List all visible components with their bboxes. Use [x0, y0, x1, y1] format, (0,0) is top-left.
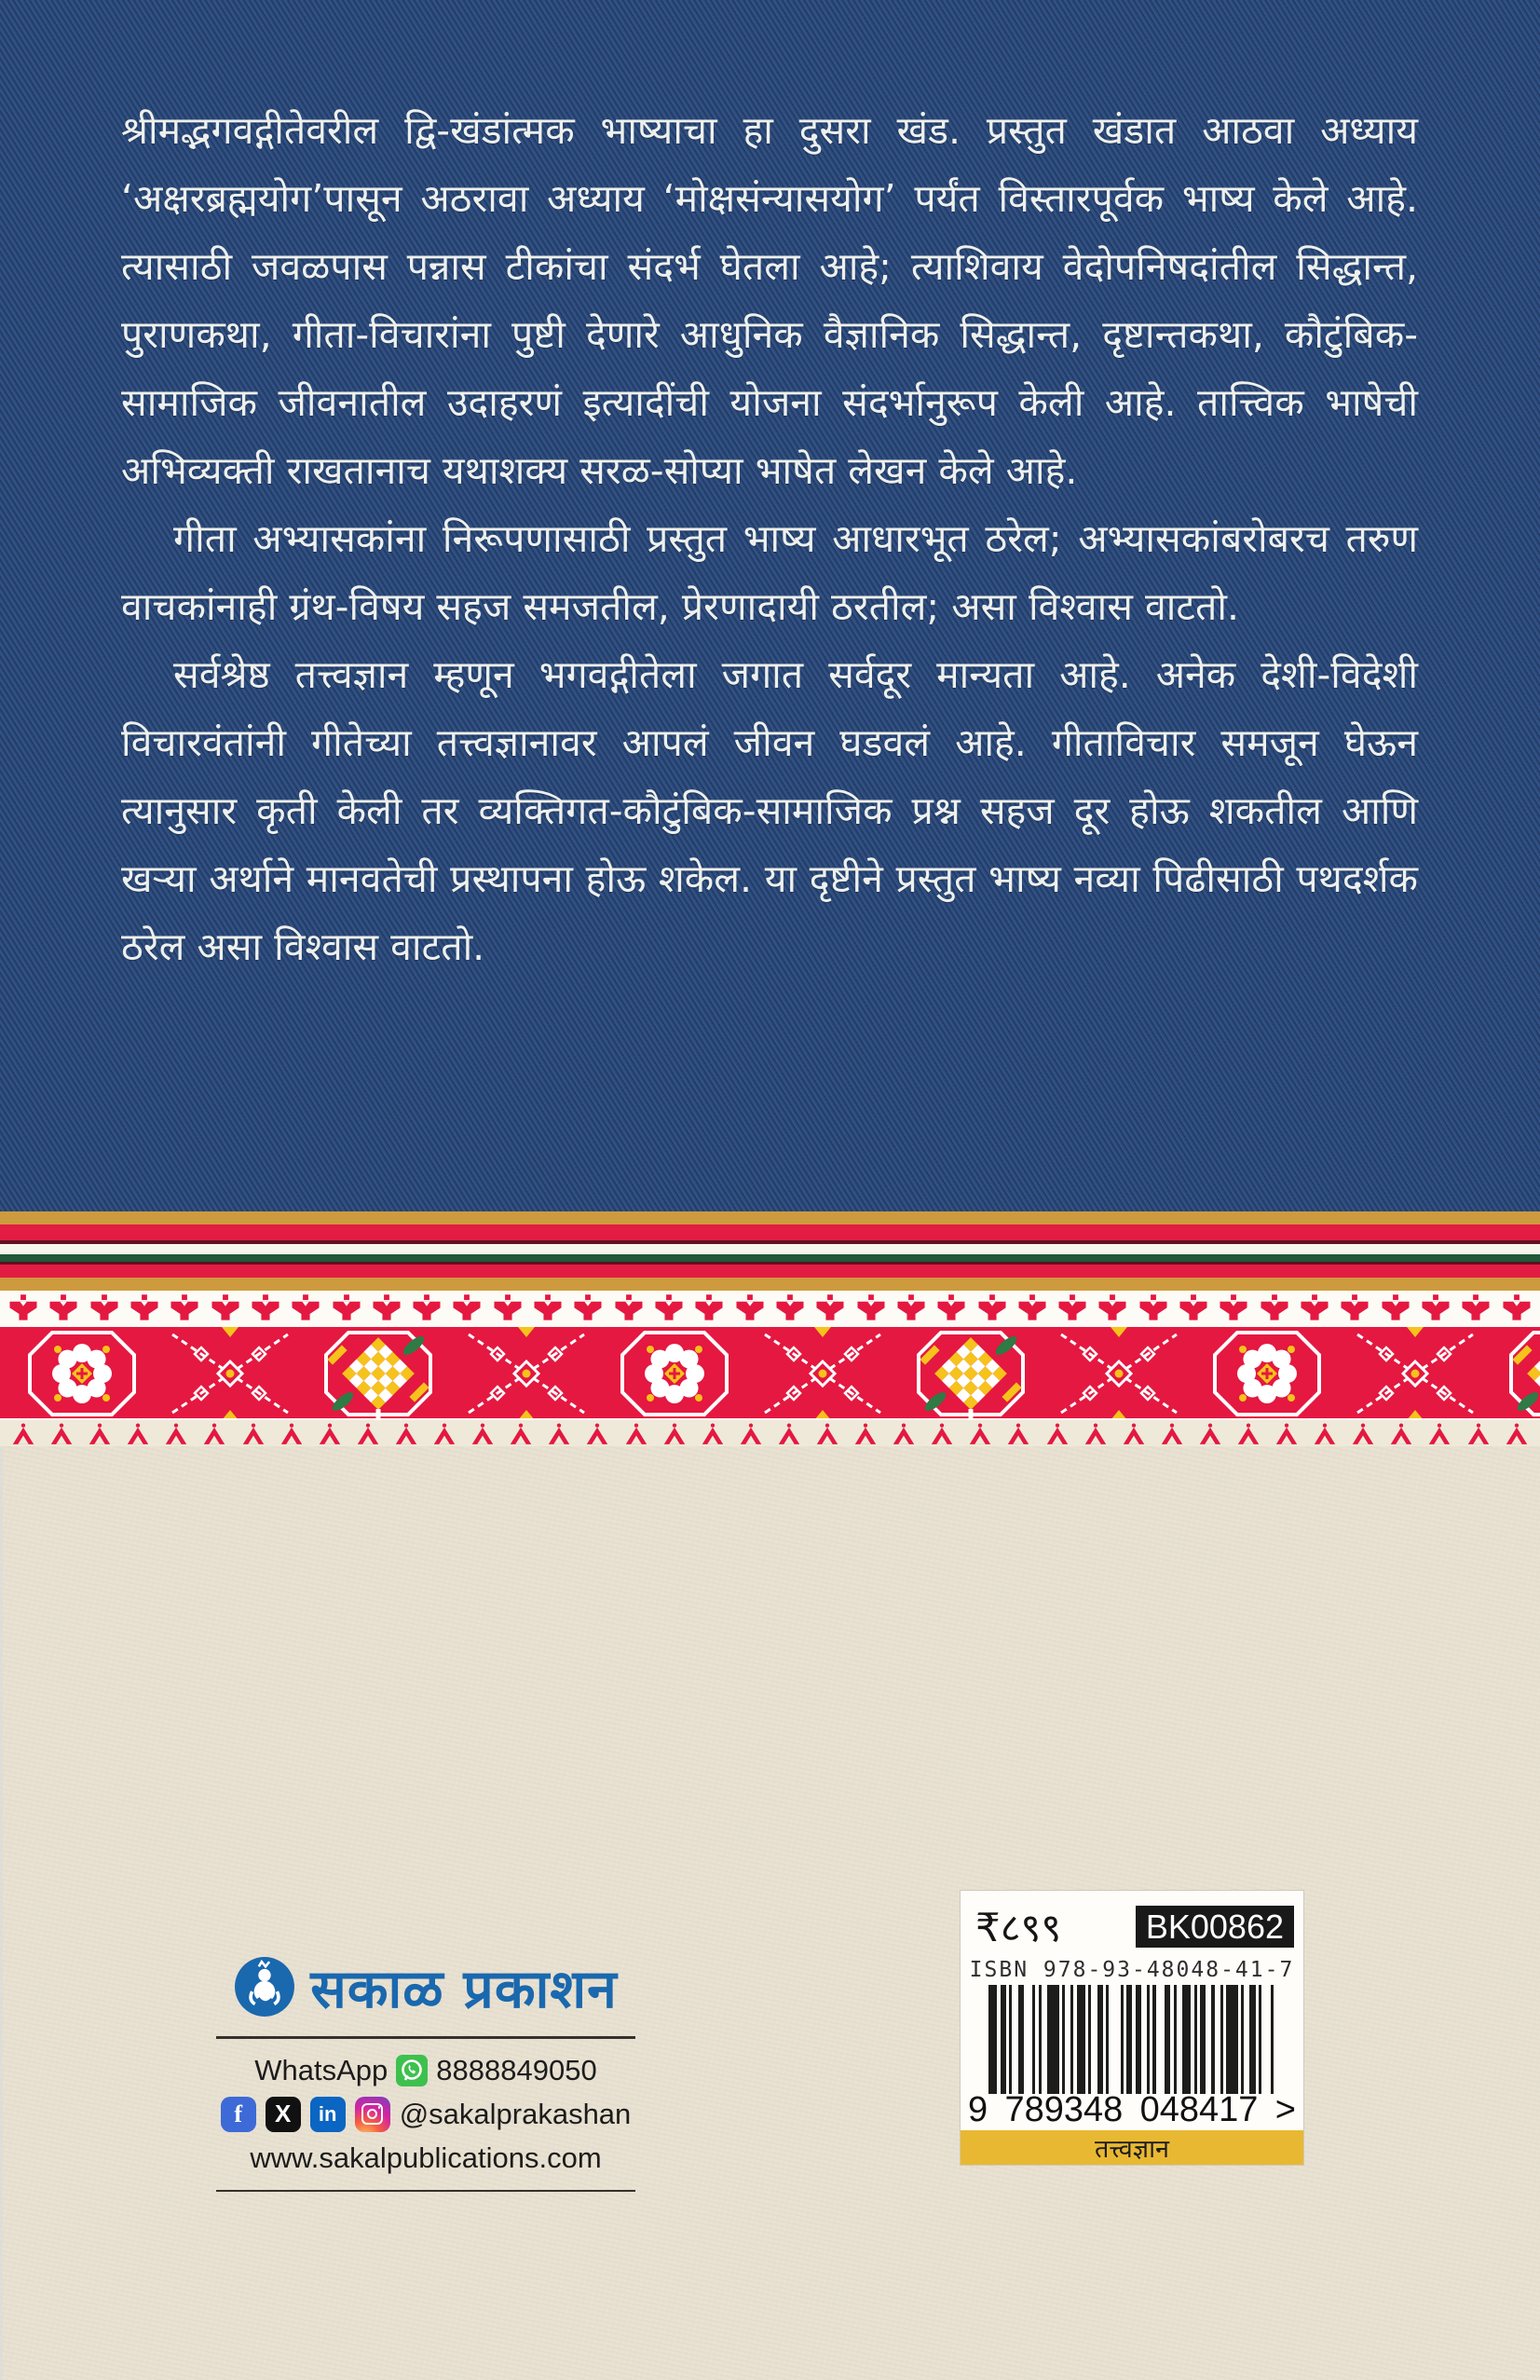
tulip-icon — [572, 1293, 604, 1326]
triangle-icon — [1158, 1422, 1186, 1446]
blurb-paragraph-3: सर्वश्रेष्ठ तत्त्वज्ञान म्हणून भगवद्गीतेला जगात सर्वदूर मान्यता आहे. अनेक देशी-विदेशी विचारवंतांनी गीतेच्या तत्त्वज्ञानावर आपलं जीवन घडवलं आहे. गीताविचार समजून घेऊन त्यानुसार कृती केली तर व्यक्तिगत-कौटुंबिक-सामाजिक प्रश्न सहज दूर होऊ शकतील आणि खऱ्या अर्थाने मानवतेची प्रस्थापना होऊ शकेल. या दृष्टीने प्रस्तुत भाष्य नव्या पिढीसाठी पथदर्शक ठरेल असा विश्वास वाटतो. — [121, 652, 1418, 969]
triangle-icon — [928, 1422, 956, 1446]
tulip-icon — [1259, 1293, 1290, 1326]
tulip-icon — [814, 1293, 846, 1326]
pattern-ribbon — [0, 1327, 1540, 1420]
triangle-icon — [813, 1422, 841, 1446]
tulip-icon — [411, 1293, 443, 1326]
triangle-icon — [392, 1422, 420, 1446]
triangle-icon — [239, 1422, 267, 1446]
barcode-gap — [1156, 1985, 1165, 2094]
triangle-icon — [1234, 1422, 1262, 1446]
triangle-icon — [200, 1422, 228, 1446]
instagram-icon — [355, 2097, 390, 2132]
triangle-icon — [1196, 1422, 1224, 1446]
tulip-icon — [1339, 1293, 1370, 1326]
stripe-crimson — [0, 1224, 1540, 1240]
stock-code-badge: BK00862 — [1136, 1906, 1294, 1948]
triangle-icon — [1349, 1422, 1377, 1446]
isbn-text: ISBN 978-93-48048-41-7 — [969, 1958, 1295, 1982]
genre-tag: तत्त्वज्ञान — [961, 2130, 1303, 2165]
triangle-icon — [622, 1422, 650, 1446]
social-row — [216, 2097, 635, 2132]
tulip-icon — [290, 1293, 321, 1326]
triangle-icon — [737, 1422, 765, 1446]
facebook-icon — [221, 2097, 256, 2132]
barcode-gap — [1109, 1985, 1121, 2094]
triangle-icon — [48, 1422, 75, 1446]
stripe-green — [0, 1254, 1540, 1262]
tulip-icon — [1016, 1293, 1048, 1326]
barcode-digits — [961, 2090, 1303, 2130]
triangle-icon — [699, 1422, 727, 1446]
triangle-icon — [1273, 1422, 1301, 1446]
tulip-icon — [613, 1293, 645, 1326]
barcode-gap — [1261, 1985, 1270, 2094]
triangle-icon — [1425, 1422, 1453, 1446]
barcode-bar — [988, 1985, 997, 2094]
tulip-icon — [1056, 1293, 1088, 1326]
triangle-icon — [124, 1422, 152, 1446]
barcode-digit-lead: 9 — [968, 2089, 988, 2129]
triangle-icon — [1503, 1422, 1531, 1446]
x-icon — [266, 2097, 301, 2132]
tulip-icon — [250, 1293, 281, 1326]
triangle-icon — [1043, 1422, 1071, 1446]
tulip-icon — [169, 1293, 200, 1326]
tulip-icon — [1460, 1293, 1492, 1326]
tulip-icon — [1097, 1293, 1128, 1326]
tulip-icon — [734, 1293, 766, 1326]
tulip-icon — [331, 1293, 362, 1326]
price: ₹८९९ — [975, 1905, 1062, 1950]
tulip-icon — [210, 1293, 241, 1326]
barcode-top-row — [961, 1891, 1303, 1953]
tulip-icon — [492, 1293, 524, 1326]
barcode-label — [960, 1890, 1304, 2166]
tulip-icon — [653, 1293, 685, 1326]
tulip-icon — [976, 1293, 1008, 1326]
triangle-icon — [1311, 1422, 1339, 1446]
triangle-icon — [966, 1422, 994, 1446]
tulip-icon — [1178, 1293, 1209, 1326]
tulip-icon — [1380, 1293, 1411, 1326]
blurb-paragraph-2: गीता अभ्यासकांना निरूपणासाठी प्रस्तुत भाष्य आधारभूत ठरेल; अभ्यासकांबरोबरच तरुण वाचकांनाही ग्रंथ-विषय सहज समजतील, प्रेरणादायी ठरतील; असा विश्वास वाटतो. — [121, 516, 1418, 629]
tulip-icon — [774, 1293, 806, 1326]
website-url: www.sakalpublications.com — [250, 2141, 602, 2174]
triangle-icon — [545, 1422, 573, 1446]
linkedin-glyph: in — [318, 2101, 337, 2126]
triangle-icon — [775, 1422, 803, 1446]
tulip-icon — [1420, 1293, 1451, 1326]
triangle-icon — [890, 1422, 918, 1446]
triangle-icon — [354, 1422, 382, 1446]
barcode-bar — [1047, 1985, 1059, 2094]
triangle-icon — [430, 1422, 458, 1446]
tulip-icon — [1138, 1293, 1169, 1326]
triangle-icon — [661, 1422, 688, 1446]
x-glyph: X — [275, 2100, 292, 2127]
stripe-gold — [0, 1278, 1540, 1291]
tulip-icon — [451, 1293, 483, 1326]
barcode-bars-icon — [988, 1985, 1279, 2094]
tulip-icon — [1299, 1293, 1330, 1326]
tulip-icon — [129, 1293, 160, 1326]
triangle-icon — [852, 1422, 879, 1446]
triangle-icon — [507, 1422, 535, 1446]
tulip-icon — [895, 1293, 927, 1326]
barcode-gap — [1024, 1985, 1032, 2094]
triangle-icon — [1387, 1422, 1415, 1446]
triangle-icon — [316, 1422, 344, 1446]
triangle-icon — [1465, 1422, 1492, 1446]
divider — [216, 2036, 635, 2039]
divider — [216, 2190, 635, 2193]
stripe-white — [0, 1244, 1540, 1254]
stripe-crimson — [0, 1265, 1540, 1278]
ribbon-pattern-icon — [0, 1327, 1540, 1420]
whatsapp-number: 8888849050 — [436, 2053, 597, 2086]
barcode-bar — [1182, 1985, 1191, 2094]
whatsapp-row — [216, 2054, 635, 2087]
triangle-icon — [86, 1422, 114, 1446]
decorative-border — [0, 1211, 1540, 1446]
tulip-icon — [48, 1293, 79, 1326]
barcode-digit-group1: 789348 — [1004, 2089, 1124, 2129]
publisher-logo-row — [216, 1952, 635, 2021]
tulip-icon — [693, 1293, 725, 1326]
instagram-camera-icon — [361, 2103, 383, 2125]
triangle-icon — [9, 1422, 37, 1446]
triangle-icon — [583, 1422, 611, 1446]
tulip-icon — [7, 1293, 39, 1326]
publisher-name: सकाळ प्रकाशन — [310, 1959, 618, 2020]
triangle-icon — [1120, 1422, 1148, 1446]
tulip-icon — [89, 1293, 120, 1326]
barcode-bar — [1226, 1985, 1238, 2094]
stripe-gold — [0, 1211, 1540, 1224]
triangle-icon — [1004, 1422, 1032, 1446]
linkedin-icon — [310, 2097, 346, 2132]
blurb-paragraph-1: श्रीमद्भगवद्गीतेवरील द्वि-खंडांत्मक भाष्याचा हा दुसरा खंड. प्रस्तुत खंडात आठवा अध्याय ‘अक्षरब्रह्मयोग’पासून अठरावा अध्याय ‘मोक्षसंन्यासयोग’ पर्यंत विस्तारपूर्वक भाष्य केले आहे. त्यासाठी जवळपास पन्नास टीकांचा संदर्भ घेतला आहे; त्याशिवाय वेदोपनिषदांतील सिद्धान्त, पुराणकथा, गीता-विचारांना पुष्टी देणारे आधुनिक वैज्ञानिक सिद्धान्त, दृष्टान्तकथा, कौटुंबिक-सामाजिक जीवनातील उदाहरणं इत्यादींची योजना संदर्भानुरूप केली आहे. तात्त्विक भाषेची अभिव्यक्ती राखतानाच यथाशक्य सरळ-सोप्या भाषेत लेखन केले आहे. — [121, 108, 1418, 493]
tulip-icon — [1501, 1293, 1533, 1326]
social-handle: @sakalprakashan — [399, 2097, 632, 2130]
publisher-block — [216, 1952, 635, 2192]
triangle-motif-row — [0, 1420, 1540, 1446]
triangle-icon — [162, 1422, 190, 1446]
whatsapp-label: WhatsApp — [254, 2053, 388, 2086]
triangle-icon — [278, 1422, 306, 1446]
whatsapp-icon — [395, 2054, 429, 2087]
tulip-motif-row — [0, 1291, 1540, 1327]
barcode-bar — [1077, 1985, 1085, 2094]
tulip-icon — [935, 1293, 967, 1326]
barcode-digit-group2: 048417 — [1139, 2089, 1259, 2129]
barcode-gap — [1274, 1985, 1279, 2094]
triangle-icon — [1082, 1422, 1110, 1446]
tulip-icon — [532, 1293, 564, 1326]
barcode-arrow: > — [1274, 2089, 1296, 2129]
tulip-icon — [371, 1293, 402, 1326]
tulip-icon — [855, 1293, 887, 1326]
triangle-icon — [469, 1422, 497, 1446]
sakal-logo-icon — [234, 1956, 295, 2018]
tulip-icon — [1218, 1293, 1249, 1326]
facebook-glyph: f — [234, 2100, 243, 2127]
